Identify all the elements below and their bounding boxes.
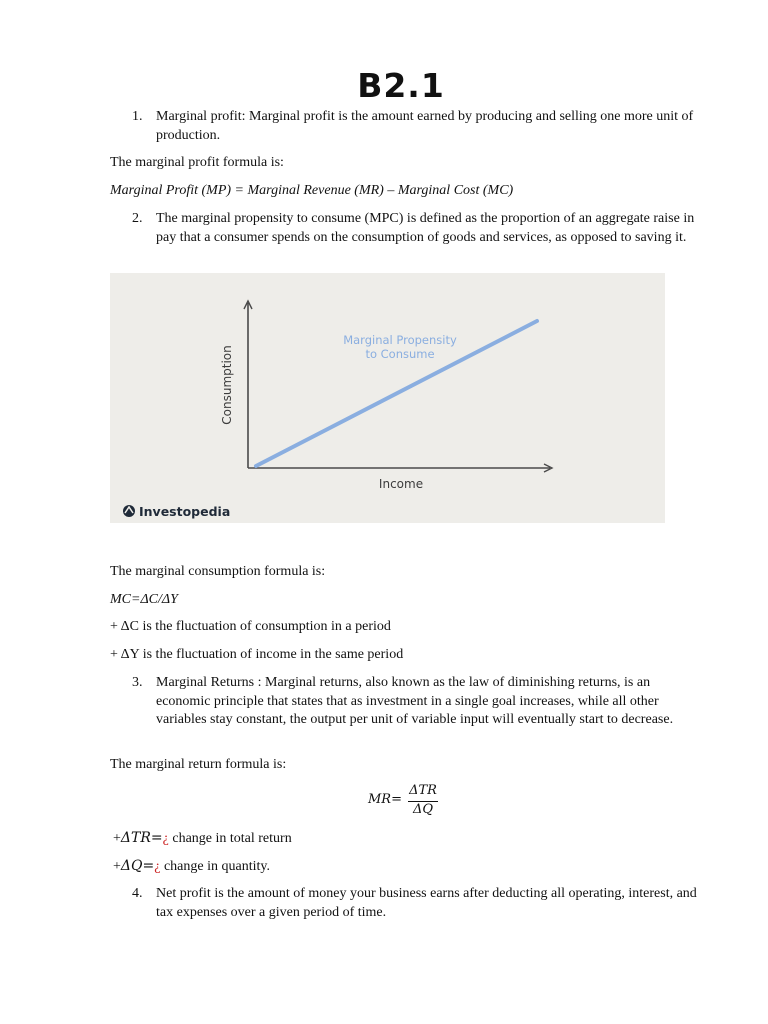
consumption-intro: The marginal consumption formula is: bbox=[110, 564, 326, 579]
note-prefix: + bbox=[113, 831, 121, 846]
line-label-2: to Consume bbox=[365, 347, 435, 361]
note-glyph: ¿ bbox=[154, 859, 161, 874]
returns-note-q bbox=[113, 857, 703, 877]
x-axis-label: Income bbox=[378, 477, 424, 491]
list-item bbox=[110, 210, 700, 247]
document-title: B2.1 bbox=[357, 66, 445, 105]
list-number: 2. bbox=[132, 211, 143, 226]
profit-formula: Marginal Profit (MP) = Marginal Revenue (MR) – Marginal Cost (MC) bbox=[110, 183, 514, 198]
profit-intro: The marginal profit formula is: bbox=[110, 155, 284, 170]
list-item bbox=[110, 108, 700, 145]
investopedia-logo bbox=[123, 504, 230, 519]
line-label-1: Marginal Propensity bbox=[343, 333, 457, 347]
brand-name: Investopedia bbox=[139, 504, 231, 519]
marginal-return-formula bbox=[368, 783, 448, 823]
consumption-formula: MC=ΔC/ΔY bbox=[110, 592, 178, 607]
formula-lhs: MR= bbox=[368, 792, 402, 807]
consumption-note-y: + ΔY is the fluctuation of income in the same period bbox=[110, 647, 404, 662]
note-prefix: + bbox=[113, 859, 121, 874]
list-text: The marginal propensity to consume (MPC) is defined as the proportion of an aggregate raise in pay that a consumer spends on the consumption of goods and services, as opposed to saving it. bbox=[156, 211, 695, 245]
y-axis-label: Consumption bbox=[220, 345, 234, 425]
list-item bbox=[110, 674, 700, 730]
note-text: change in total return bbox=[168, 831, 292, 846]
list-number: 1. bbox=[132, 109, 143, 124]
list-text: Marginal Returns : Marginal returns, also known as the law of diminishing returns, is an economic principle that states that as investment in a single goal increases, while all other variables stay constant, the output per unit of variable input will eventually start to decrease. bbox=[156, 675, 674, 727]
formula-denominator: ΔQ bbox=[412, 802, 434, 817]
note-glyph: ¿ bbox=[162, 831, 169, 846]
list-item bbox=[110, 885, 700, 922]
mpc-figure bbox=[110, 273, 665, 523]
list-text: Net profit is the amount of money your business earns after deducting all operating, interest, and tax expenses over a given period of time. bbox=[156, 886, 697, 920]
returns-intro: The marginal return formula is: bbox=[110, 757, 287, 772]
returns-note-tr bbox=[113, 829, 703, 849]
list-text: Marginal profit: Marginal profit is the amount earned by producing and selling one more unit of production. bbox=[156, 109, 694, 143]
consumption-note-c: + ΔC is the fluctuation of consumption in a period bbox=[110, 619, 391, 634]
mpc-chart bbox=[110, 273, 665, 523]
note-math: ΔQ= bbox=[120, 858, 155, 874]
list-number: 3. bbox=[132, 675, 143, 690]
list-number: 4. bbox=[132, 886, 143, 901]
note-text: change in quantity. bbox=[160, 859, 270, 874]
note-math: ΔTR= bbox=[120, 830, 163, 846]
formula-numerator: ΔTR bbox=[409, 783, 437, 798]
